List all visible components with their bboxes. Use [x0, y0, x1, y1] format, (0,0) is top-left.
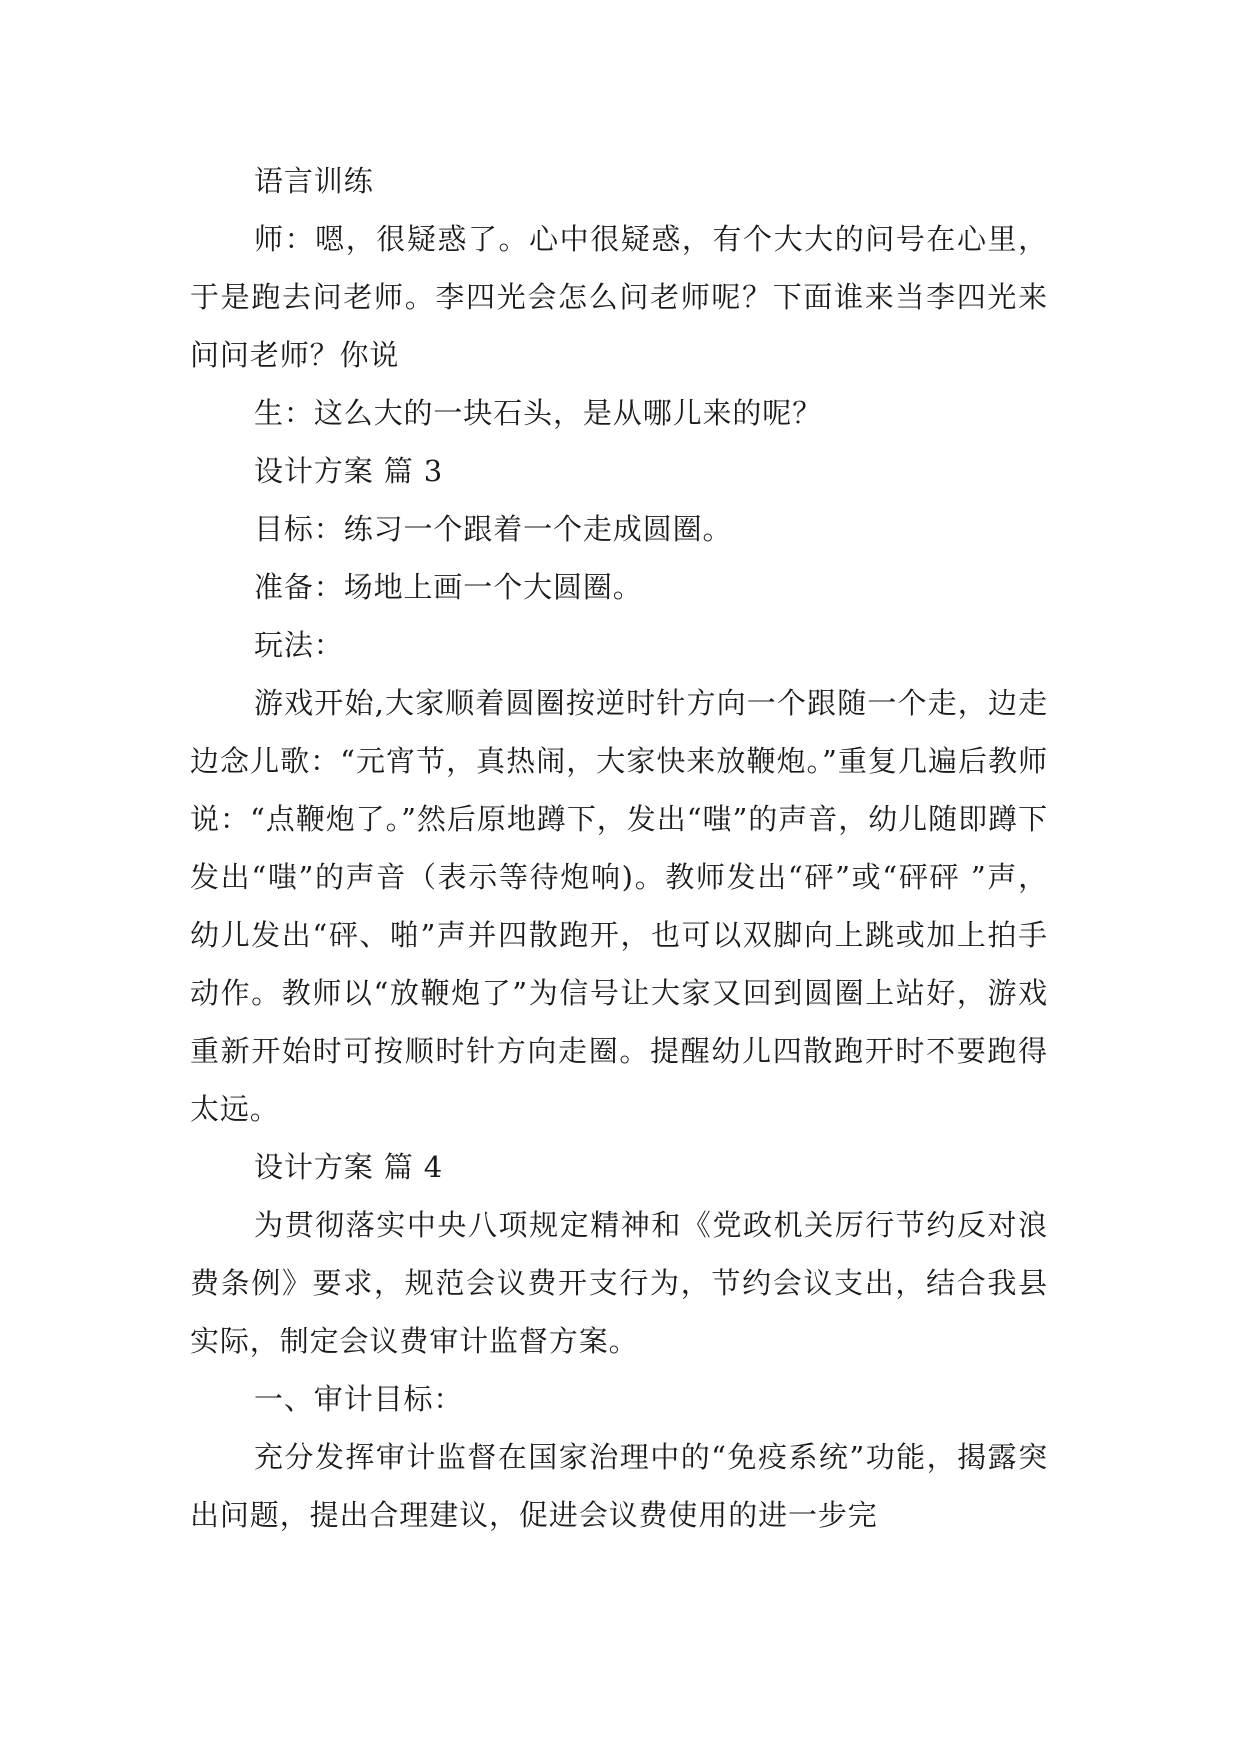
paragraph-gameplay-description: 游戏开始,大家顺着圆圈按逆时针方向一个跟随一个走，边走边念儿歌：“元宵节，真热闹，大家快来放鞭炮。”重复几遍后教师说：“点鞭炮了。”然后原地蹲下，发出“嗤”的声音，幼儿随即蹲下发出“嗤”的声音（表示等待炮响)。教师发出“砰”或“砰砰 ”声，幼儿发出“砰、啪”声并四散跑开，也可以双脚向上跳或加上拍手动作。教师以“放鞭炮了”为信号让大家又回到圆圈上站好，游戏重新开始时可按顺时针方向走圈。提醒幼儿四散跑开时不要跑得太远。: [190, 686, 1048, 1126]
paragraph-goal: 目标：练习一个跟着一个走成圆圈。: [254, 512, 733, 546]
paragraph-preparation: 准备：场地上画一个大圆圈。: [254, 570, 643, 604]
paragraph-purpose: 为贯彻落实中央八项规定精神和《党政机关厉行节约反对浪费条例》要求，规范会议费开支行为，节约会议支出，结合我县实际，制定会议费审计监督方案。: [190, 1208, 1048, 1358]
section-heading-plan-4: 设计方案 篇 4: [254, 1150, 444, 1184]
heading-audit-goal: 一、审计目标：: [254, 1382, 464, 1416]
paragraph-audit-goal: 充分发挥审计监督在国家治理中的“免疫系统”功能，揭露突出问题，提出合理建议，促进会议费使用的进一步完: [190, 1440, 1048, 1532]
section-heading-language-training: 语言训练: [254, 164, 374, 198]
paragraph-teacher-dialogue: 师：嗯，很疑惑了。心中很疑惑，有个大大的问号在心里，于是跑去问老师。李四光会怎么问老师呢？下面谁来当李四光来问问老师？你说: [190, 222, 1048, 372]
paragraph-student-dialogue: 生：这么大的一块石头，是从哪儿来的呢？: [254, 396, 823, 430]
section-heading-plan-3: 设计方案 篇 3: [254, 454, 444, 488]
paragraph-gameplay-label: 玩法：: [254, 628, 344, 662]
